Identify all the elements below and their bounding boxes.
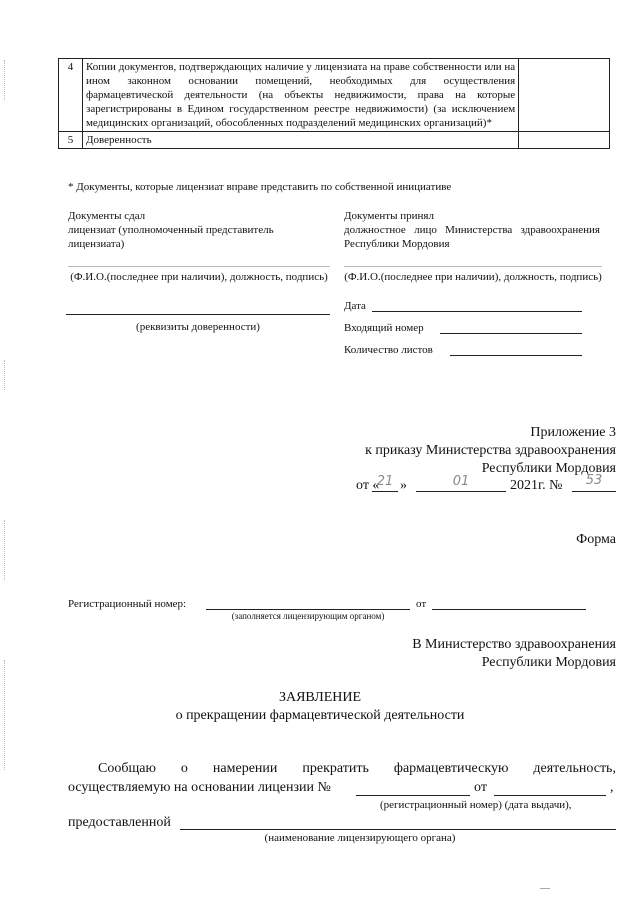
scan-mark	[4, 520, 6, 580]
form-label: Форма	[576, 532, 616, 547]
statement-caption-1: (регистрационный номер) (дата выдачи),	[380, 799, 572, 811]
appendix-year: 2021г. №	[510, 478, 563, 493]
scan-mark	[4, 60, 6, 100]
row-empty-cell	[519, 132, 610, 149]
scan-mark	[540, 888, 550, 889]
statement-word: прекратить	[302, 761, 369, 776]
registration-date-line	[432, 609, 586, 610]
incoming-label: Входящий номер	[344, 322, 424, 334]
date-line	[372, 311, 582, 312]
scan-mark	[4, 360, 6, 390]
statement-title: ЗАЯВЛЕНИЕ	[278, 690, 362, 705]
statement-word: деятельность,	[533, 761, 616, 776]
statement-word: о	[180, 761, 188, 776]
statement-line-2-prefix: осуществляемую на основании лицензии №	[68, 780, 331, 795]
handover-right-title: Документы принял	[344, 210, 434, 222]
row-number: 5	[59, 132, 83, 149]
left-sign-caption: (Ф.И.О.(последнее при наличии), должность, подпись)	[70, 271, 328, 283]
appendix-line-1: Приложение 3	[530, 425, 616, 440]
proxy-caption: (реквизиты доверенности)	[136, 321, 260, 333]
handover-right-subtitle: должностное лицо Министерства здравоохранения Республики Мордовия	[344, 224, 600, 250]
appendix-line-3: Республики Мордовия	[481, 461, 616, 476]
handover-left-title: Документы сдал	[68, 210, 146, 222]
right-sign-caption: (Ф.И.О.(последнее при наличии), должность, подпись)	[344, 271, 602, 283]
license-number-line	[356, 795, 470, 796]
documents-table	[58, 58, 610, 149]
handover-right	[344, 209, 600, 251]
addressee-line-1: В Министерство здравоохранения	[412, 637, 616, 652]
handover-left-subtitle: лицензиат (уполномоченный представитель лицензиата)	[68, 224, 274, 250]
handwritten-day: 21	[376, 474, 394, 489]
addressee-line-2: Республики Мордовия	[481, 655, 616, 670]
registration-label: Регистрационный номер:	[68, 598, 187, 610]
handover-left	[68, 209, 323, 251]
statement-word: Сообщаю	[98, 761, 156, 776]
licensing-body-line	[180, 829, 616, 830]
table-row	[59, 132, 610, 149]
statement-line-2-from: от	[474, 780, 487, 795]
date-label: Дата	[344, 300, 366, 312]
statement-line-3-prefix: предоставленной	[68, 815, 171, 830]
sheets-label: Количество листов	[344, 344, 433, 356]
license-date-line	[494, 795, 606, 796]
statement-caption-2: (наименование лицензирующего органа)	[264, 832, 456, 844]
day-line	[372, 491, 398, 492]
statement-subtitle: о прекращении фармацевтической деятельности	[175, 708, 465, 723]
row-empty-cell	[519, 59, 610, 132]
signature-line	[344, 266, 602, 267]
footnote: * Документы, которые лицензиат вправе представить по собственной инициативе	[68, 181, 452, 193]
statement-word: фармацевтическую	[393, 761, 509, 776]
statement-line-1	[98, 760, 616, 777]
table-row	[59, 59, 610, 132]
row-text: Доверенность	[82, 132, 518, 149]
registration-line	[206, 609, 410, 610]
statement-word: намерении	[212, 761, 278, 776]
handwritten-number: 53	[585, 473, 603, 488]
statement-line-2-end: ,	[610, 780, 614, 795]
appendix-date-mid: »	[400, 478, 407, 493]
signature-line	[68, 266, 330, 267]
month-line	[416, 491, 506, 492]
row-number: 4	[59, 59, 83, 132]
handwritten-month: 01	[452, 474, 470, 489]
sheets-line	[450, 355, 582, 356]
appendix-date-prefix: от «	[356, 478, 380, 493]
appendix-line-2: к приказу Министерства здравоохранения	[365, 443, 616, 458]
registration-from-label: от	[416, 598, 427, 610]
registration-caption: (заполняется лицензирующим органом)	[231, 611, 385, 621]
row-text: Копии документов, подтверждающих наличие у лицензиата на праве собственности или на ином законном основании помещений, необходимых для осуществления фармацевтической деятельности (на объекты недвижимости, права на которые зарегистрированы в Едином государственном реестре недвижимости) (за исключением медицинских организаций, обособленных подразделений медицинских организаций)*	[82, 59, 518, 132]
incoming-line	[440, 333, 582, 334]
number-line	[572, 491, 616, 492]
proxy-line	[66, 314, 330, 315]
